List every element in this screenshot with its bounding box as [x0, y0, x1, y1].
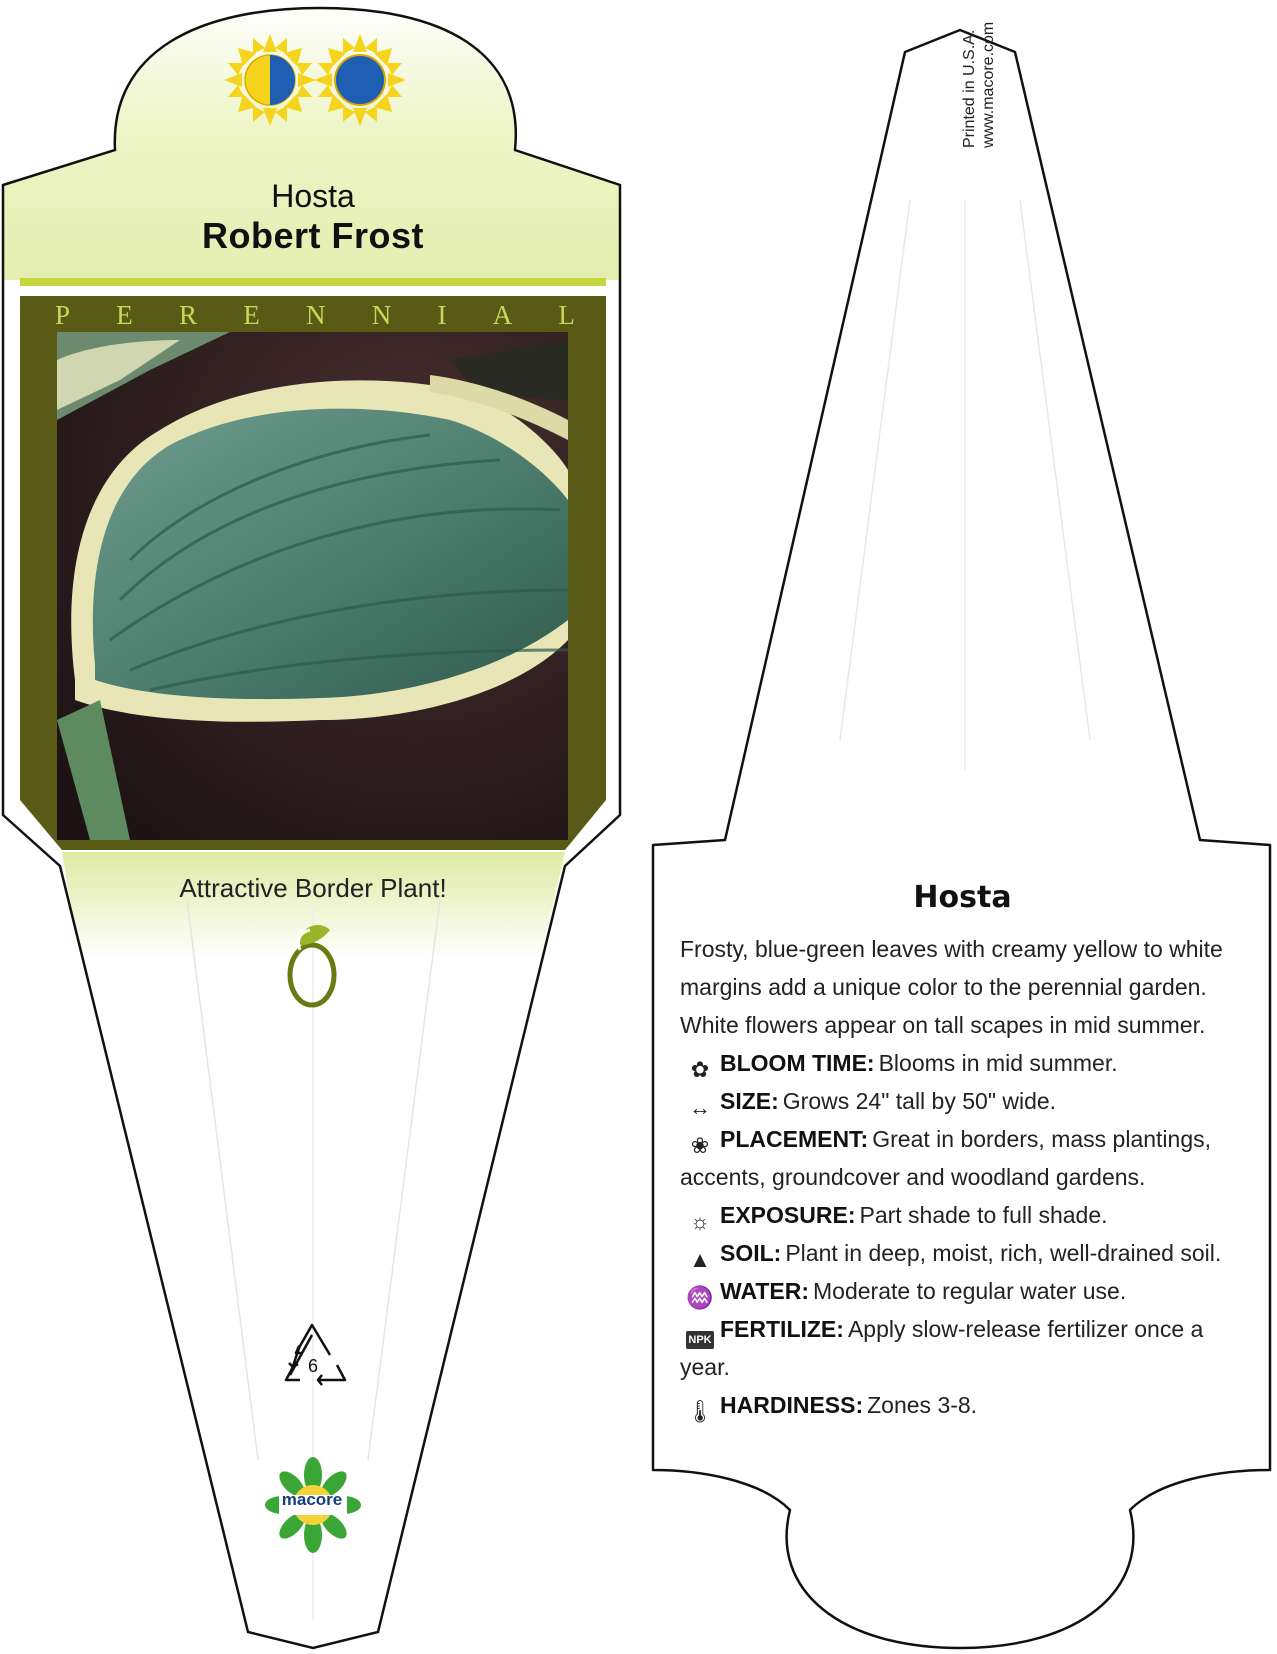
description: Frosty, blue-green leaves with creamy yellow to white margins add a unique color to the perennial garden. White flowers appear on tall scapes in mid summer. [680, 936, 1223, 1038]
recycle-code: 6 [307, 1356, 318, 1376]
category-letter: E [243, 300, 260, 330]
attr-water [680, 1272, 1250, 1310]
attr-hardiness [680, 1386, 1250, 1424]
attr-label: HARDINESS: [720, 1392, 864, 1418]
attr-label: PLACEMENT: [720, 1126, 869, 1152]
attr-text: Great in borders, mass plantings, accents, groundcover and woodland gardens. [680, 1126, 1212, 1190]
attr-bloom-time [680, 1044, 1250, 1082]
attr-label: EXPOSURE: [720, 1202, 856, 1228]
printed-note [960, 22, 998, 148]
attr-text: Zones 3-8. [867, 1392, 978, 1418]
attr-label: SIZE: [720, 1088, 779, 1114]
category-letter: P [55, 300, 71, 330]
back-title: Hosta [913, 880, 1012, 915]
attr-text: Moderate to regular water use. [813, 1278, 1127, 1304]
category-letter: A [492, 300, 513, 330]
placement-icon: ❀ [690, 1133, 710, 1158]
attr-label: SOIL: [720, 1240, 782, 1266]
category-letter: E [116, 300, 133, 330]
flower-icon: ✿ [690, 1057, 710, 1082]
attr-fertilize [680, 1310, 1250, 1386]
attr-label: BLOOM TIME: [720, 1050, 875, 1076]
attr-placement [680, 1120, 1250, 1196]
watering-can-icon: ♒ [686, 1285, 714, 1310]
front-tagline: Attractive Border Plant! [179, 873, 447, 903]
category-letter: N [371, 300, 392, 330]
attr-text: Apply slow-release fertilizer once a year. [680, 1316, 1204, 1380]
attr-label: FERTILIZE: [720, 1316, 844, 1342]
front-genus: Hosta [271, 178, 355, 214]
website: www.macore.com [980, 21, 997, 148]
category-letter: R [179, 300, 198, 330]
attr-label: WATER: [720, 1278, 810, 1304]
attr-text: Part shade to full shade. [859, 1202, 1108, 1228]
attr-size [680, 1082, 1250, 1120]
soil-icon: ▲ [689, 1247, 711, 1272]
printed-in: Printed in U.S.A. [961, 29, 978, 148]
npk-icon: NPK [680, 1317, 720, 1345]
category-banner [55, 300, 575, 331]
attr-soil [680, 1234, 1250, 1272]
attr-exposure [680, 1196, 1250, 1234]
category-letter: L [558, 300, 575, 330]
attr-text: Grows 24" tall by 50" wide. [782, 1088, 1057, 1114]
attr-text: Plant in deep, moist, rich, well-drained soil. [785, 1240, 1222, 1266]
attr-text: Blooms in mid summer. [878, 1050, 1118, 1076]
thermometer-icon: 🌡 [686, 1399, 714, 1424]
sun-outline-icon: ☼ [689, 1209, 711, 1234]
back-body [680, 930, 1250, 1424]
plant-photo [57, 332, 568, 840]
size-arrows-icon: ↔ [689, 1095, 711, 1120]
category-letter: N [305, 300, 326, 330]
front-cultivar: Robert Frost [202, 215, 424, 256]
category-letter: I [437, 300, 447, 330]
brand-logo-text: macore [281, 1490, 343, 1509]
